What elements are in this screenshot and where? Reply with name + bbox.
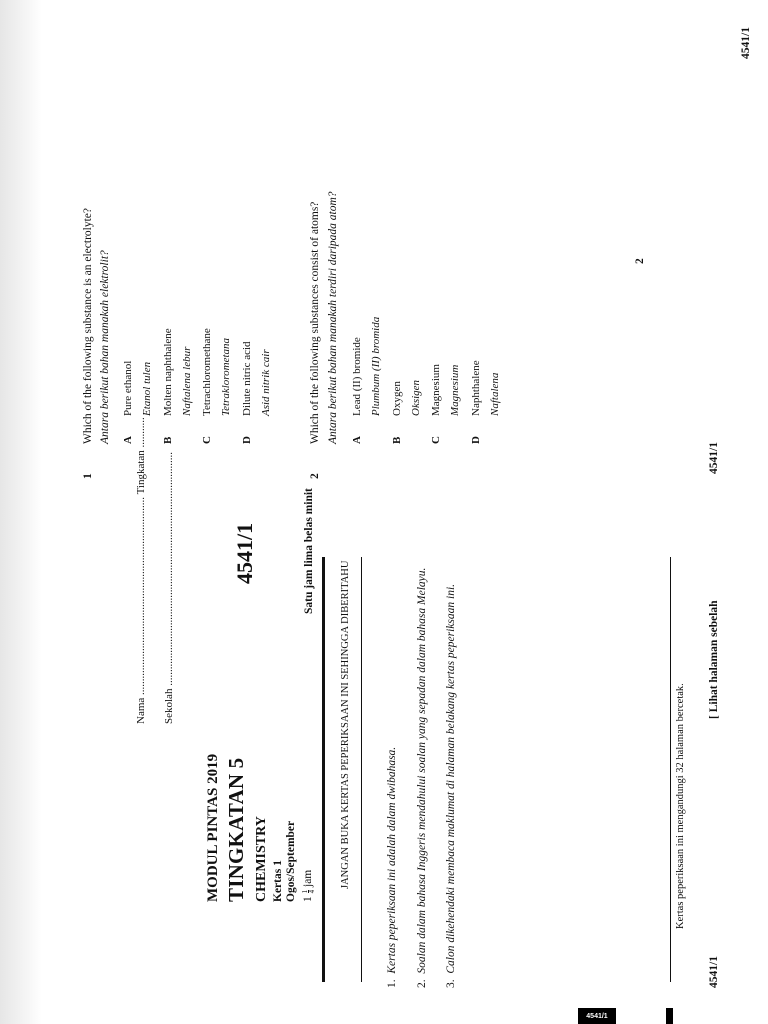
cover-footer-code: 4541/1 (708, 956, 720, 988)
instruction-1: 1. Kertas peperiksaan ini adalah dalam dwibahasa. (386, 746, 398, 988)
q1-option-d: Dilute nitric acid (241, 341, 253, 416)
q1-option-a-letter: A (122, 436, 134, 444)
instruction-2: 2. Soalan dalam bahasa Inggeris mendahului soalan yang sepadan dalam bahasa Melayu. (416, 567, 428, 988)
q2-option-c-letter: C (430, 436, 442, 444)
page-number: 2 (634, 258, 646, 264)
q2-option-d-my: Naftalena (489, 372, 501, 416)
q1-option-c: Tetrachloromethane (201, 328, 213, 416)
paper-number: Kertas 1 (272, 860, 284, 902)
sekolah-field: Sekolah ..................................................................................... (163, 452, 175, 724)
question-1-text-my: Antara berikut bahan manakah elektrolit? (99, 250, 111, 444)
next-page-note: [ Lihat halaman sebelah (708, 600, 720, 719)
question-1-number: 1 (82, 473, 94, 479)
module-title: MODUL PINTAS 2019 (205, 753, 221, 902)
q2-option-d-letter: D (470, 436, 482, 444)
q1-option-b-my: Naftalena lebur (181, 346, 193, 416)
q2-option-d: Naphthalene (470, 360, 482, 416)
q2-option-a-letter: A (351, 436, 363, 444)
q1-option-b-letter: B (162, 436, 174, 444)
registration-bar-mark (666, 1008, 673, 1024)
cover-thick-rule (322, 557, 325, 982)
duration-short: 1 1 4 jam (301, 869, 316, 902)
q2-option-c-my: Magnesium (449, 364, 461, 416)
exam-month: Ogos/September (285, 820, 297, 902)
q1-option-a-my: Etanol tulen (141, 361, 153, 416)
q2-option-b-my: Oksigen (410, 379, 422, 416)
duration-words: Satu jam lima belas minit (303, 488, 315, 614)
do-not-open-warning: JANGAN BUKA KERTAS PEPERIKSAAN INI SEHINGGA DIBERITAHU (340, 560, 351, 889)
q1-option-b: Molten naphthalene (162, 328, 174, 416)
footer-paper-code: 4541/1 (708, 442, 720, 474)
q1-option-d-letter: D (241, 436, 253, 444)
cover-thin-rule (361, 557, 362, 982)
q2-option-a: Lead (II) bromide (351, 337, 363, 416)
q1-option-c-my: Tetraklorometana (220, 337, 232, 416)
subject-name: CHEMISTRY (254, 816, 269, 902)
question-2-text-my: Antara berikut bahan manakah terdiri daripada atom? (327, 191, 339, 444)
q2-option-a-my: Plumbum (II) bromida (370, 316, 382, 416)
page-count-note: Kertas peperiksaan ini mengandungi 32 halaman bercetak. (675, 683, 686, 929)
q1-option-a: Pure ethanol (122, 360, 134, 416)
q2-option-b-letter: B (391, 436, 403, 444)
registration-code-mark: 4541/1 (578, 1008, 616, 1024)
cover-paper-code: 4541/1 (232, 522, 257, 584)
header-paper-code: 4541/1 (740, 27, 752, 59)
q1-option-d-my: Asid nitrik cair (260, 349, 272, 416)
nama-tingkatan-field: Nama ........................................................................ Tingkatan ........... (135, 417, 147, 724)
instruction-3: 3. Calon dikehendaki membaca maklumat di halaman belakang kertas peperiksaan ini. (445, 583, 457, 988)
question-2-number: 2 (309, 473, 321, 479)
q2-option-c: Magnesium (430, 364, 442, 416)
question-2-text: Which of the following substances consist of atoms? (309, 201, 321, 444)
q2-option-b: Oxygen (391, 381, 403, 416)
cover-footer-rule (670, 557, 671, 982)
form-title: TINGKATAN 5 (224, 757, 248, 902)
question-1-text: Which of the following substance is an electrolyte? (82, 208, 94, 444)
q1-option-c-letter: C (201, 436, 213, 444)
